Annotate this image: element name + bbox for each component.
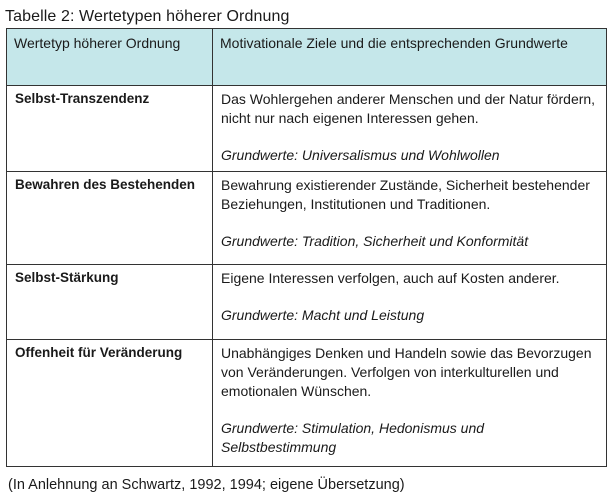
base-values: Grundwerte: Stimulation, Hedonismus und Selbstbestimmung [221,420,485,455]
goal-cell [213,172,607,265]
value-type-cell [7,265,213,340]
value-type-cell [7,86,213,172]
table-row [7,86,607,172]
value-type-label: Bewahren des Bestehenden [15,177,196,192]
table-row [7,265,607,340]
base-values: Grundwerte: Tradition, Sicherheit und Konformität [221,233,529,249]
base-values: Grundwerte: Macht und Leistung [221,307,425,323]
header-label: Motivationale Ziele und die entsprechenden Grundwerte [220,35,568,51]
value-type-cell [7,340,213,467]
table-row [7,340,607,467]
header-cell-value-type [7,29,213,86]
goal-cell [213,340,607,467]
value-types-table [6,28,607,467]
goal-description: Unabhängiges Denken und Handeln sowie das Bevorzugen von Veränderungen. Verfolgen von interkulturellen und emotionalen Wünschen. [221,345,592,399]
goal-cell [213,265,607,340]
header-label: Wertetyp höherer Ordnung [14,35,181,51]
goal-description: Eigene Interessen verfolgen, auch auf Kosten anderer. [221,270,560,286]
source-note: (In Anlehnung an Schwartz, 1992, 1994; eigene Übersetzung) [8,477,405,493]
table-header-row [7,29,607,86]
table-caption: Tabelle 2: Wertetypen höherer Ordnung [5,8,290,25]
goal-description: Bewahrung existierender Zustände, Sicherheit bestehender Beziehungen, Institutionen und Traditionen. [221,177,590,212]
value-type-cell [7,172,213,265]
value-type-label: Selbst-Stärkung [15,270,119,285]
value-type-label: Selbst-Transzendenz [15,91,150,106]
goal-cell [213,86,607,172]
goal-description: Das Wohlergehen anderer Menschen und der Natur fördern, nicht nur nach eigenen Interessen gehen. [221,91,596,126]
value-type-label: Offenheit für Veränderung [15,345,183,360]
header-cell-goals [213,29,607,86]
table-row [7,172,607,265]
base-values: Grundwerte: Universalismus und Wohlwollen [221,147,500,163]
